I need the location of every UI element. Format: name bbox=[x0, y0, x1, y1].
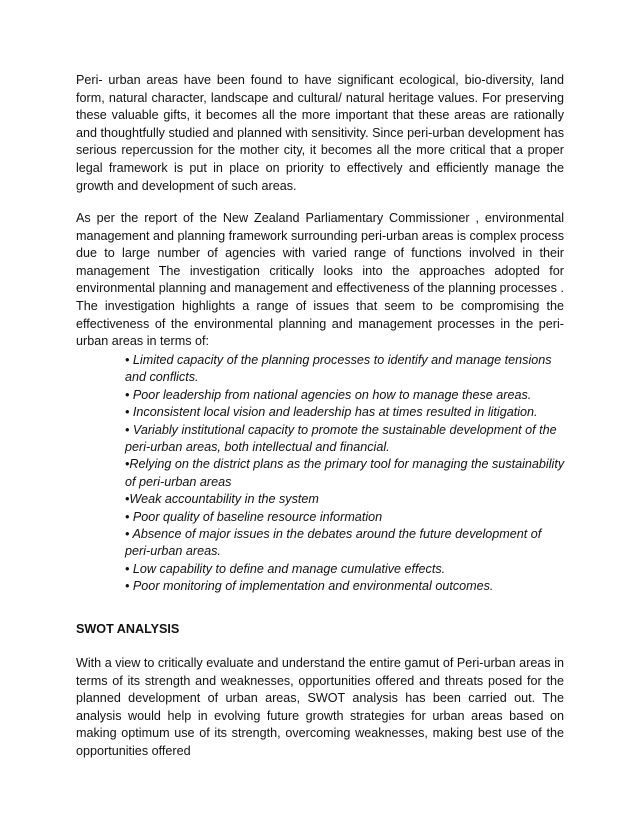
list-item: • Inconsistent local vision and leadership has at times resulted in litigation. bbox=[125, 405, 538, 420]
list-item: • Absence of major issues in the debates around the future development of peri-urban areas. bbox=[125, 527, 542, 559]
swot-paragraph: With a view to critically evaluate and understand the entire gamut of Peri-urban areas in terms of its strength and weaknesses, opportunities offered and threats posed for the planned development of urban areas, SWOT analysis has been carried out. The analysis would help in evolving future growth strategies for urban areas based on making optimum use of its strength, overcoming weaknesses, making best use of the opportunities offered bbox=[76, 656, 564, 758]
list-item: • Variably institutional capacity to promote the sustainable development of the peri-urban areas, both intellectual and financial. bbox=[125, 422, 557, 455]
list-item: •Weak accountability in the system bbox=[125, 492, 319, 507]
intro-paragraph: Peri- urban areas have been found to have significant ecological, bio-diversity, land form, natural character, landscape and cultural/ natural heritage values. For preserving these valuable gifts, it becomes all the more important that these areas are rationally and thoughtfully studied and planned with sensitivity. Since peri-urban development has serious repercussion for the mother city, it becomes all the more critical that a proper legal framework is put in place on priority to effectively and efficiently manage the growth and development of such areas. bbox=[76, 73, 564, 193]
list-item: • Low capability to define and manage cumulative effects. bbox=[125, 561, 446, 576]
issues-list bbox=[125, 352, 565, 596]
section-heading: SWOT ANALYSIS bbox=[76, 622, 180, 636]
list-item: • Poor leadership from national agencies on how to manage these areas. bbox=[125, 387, 532, 402]
list-item: • Poor monitoring of implementation and environmental outcomes. bbox=[125, 579, 494, 594]
list-item: • Limited capacity of the planning processes to identify and manage tensions and conflicts. bbox=[125, 353, 552, 385]
list-item: •Relying on the district plans as the primary tool for managing the sustainability of peri-urban areas bbox=[125, 457, 565, 489]
list-item: • Poor quality of baseline resource information bbox=[125, 509, 383, 524]
report-paragraph: As per the report of the New Zealand Parliamentary Commissioner , environmental management and planning framework surrounding peri-urban areas is complex process due to large number of agencies with varied range of functions involved in their management The investigation critically looks into the approaches adopted for environmental planning and management and effectiveness of the planning processes . The investigation highlights a range of issues that seem to be compromising the effectiveness of the environmental planning and management processes in the peri-urban areas in terms of: bbox=[76, 211, 564, 349]
